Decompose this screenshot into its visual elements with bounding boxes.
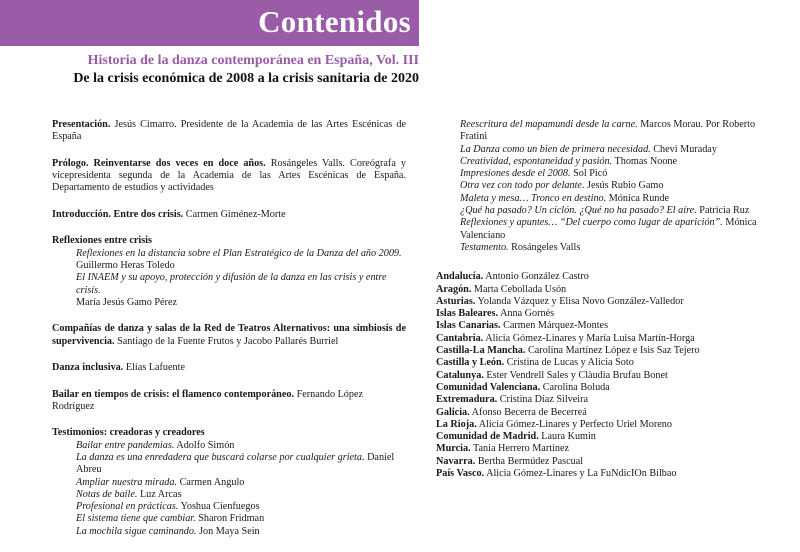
region-name: Aragón.	[436, 283, 472, 295]
item-author: Chevi Muraday	[653, 143, 717, 155]
region-name: Islas Canarias.	[436, 320, 501, 332]
entry-heading: Danza inclusiva.	[52, 362, 124, 374]
region-name: Comunidad Valenciana.	[436, 381, 541, 393]
entry-heading: Compañías de danza y salas de la Red de Teatros Alternativos: una simbiosis de supervivencia.	[52, 323, 406, 347]
list-item	[436, 119, 776, 144]
item-author: Jesús Rubio Gamo	[587, 180, 664, 192]
item-title: La danza es una enredadera que buscará colarse por cualquier grieta.	[76, 451, 365, 463]
item-title: Otra vez con todo por delante.	[460, 180, 585, 192]
item-author: Adolfo Simón	[176, 439, 235, 451]
item-author: Daniel Abreu	[76, 451, 395, 476]
region-author: Cristina de Lucas y Alicia Soto	[506, 357, 634, 369]
item-author: Jon Maya Sein	[199, 525, 260, 537]
section-heading: Testimonios: creadoras y creadores	[52, 427, 205, 439]
entry-heading: Introducción. Entre dos crisis.	[52, 208, 184, 220]
item-author: Yoshua Cienfuegos	[180, 501, 260, 513]
region-author: Carmen Márquez-Montes	[503, 320, 609, 332]
toc-right-column	[436, 119, 776, 480]
item-author: Mónica Runde	[608, 192, 670, 204]
list-item	[52, 489, 406, 501]
item-title: Reescritura del mapamundi desde la carne.	[460, 119, 638, 130]
region-author: Alicia Gómez-Linares y María Luisa Martín-Horga	[485, 332, 695, 344]
item-title: El sistema tiene que cambiar.	[76, 513, 196, 525]
item-title: Reflexiones en la distancia sobre el Plan Estratégico de la Danza del año 2009.	[76, 247, 402, 259]
item-title: Notas de baile.	[76, 488, 138, 500]
entry-author: Fernando López Rodríguez	[52, 388, 364, 412]
region-name: Castilla-La Mancha.	[436, 345, 526, 357]
list-item	[436, 443, 776, 455]
list-item	[436, 394, 776, 406]
list-item	[436, 468, 776, 480]
entry-author: Jesús Cimarro. Presidente de la Academia de las Artes Escénicas de España	[52, 119, 407, 143]
region-name: Islas Baleares.	[436, 308, 499, 320]
item-title: Reflexiones y apuntes… “Del cuerpo como lugar de aparición”.	[460, 217, 723, 229]
region-author: Bertha Bermúdez Pascual	[477, 455, 584, 467]
item-title: Bailar entre pandemias.	[76, 439, 175, 451]
entry-author: Santiago de la Fuente Frutos y Jacobo Pallarés Burriel	[117, 335, 339, 347]
entry-author: Rosángeles Valls. Coreógrafa y vicepresidenta segunda de la Academia de las Artes Escénicas de España. Departamento de estudios y actividades	[52, 157, 406, 194]
title-banner	[0, 0, 419, 46]
region-name: Andalucía.	[436, 271, 484, 283]
testimonios-continued	[436, 119, 776, 254]
item-author: Rosángeles Valls	[511, 241, 581, 253]
region-author: Marta Cebollada Usón	[473, 283, 567, 295]
item-title: La mochila sigue caminando.	[76, 525, 197, 537]
entry-heading: Presentación.	[52, 119, 111, 130]
item-author: Sharon Fridman	[198, 513, 265, 525]
region-name: Comunidad de Madrid.	[436, 431, 539, 443]
toc-entry-flamenco	[52, 389, 406, 414]
region-name: La Rioja.	[436, 418, 477, 430]
toc-entry-presentacion	[52, 119, 406, 144]
list-item	[436, 242, 776, 254]
region-name: Murcia.	[436, 443, 471, 455]
list-item	[52, 526, 406, 538]
item-title: Impresiones desde el 2008.	[460, 168, 571, 180]
region-author: Alicia Gómez-Linares y Perfecto Uriel Moreno	[478, 418, 672, 430]
list-item	[436, 407, 776, 419]
toc-entry-companias	[52, 323, 406, 348]
region-name: Extremadura.	[436, 394, 498, 406]
region-author: Carolina Boluda	[542, 381, 610, 393]
list-item	[436, 320, 776, 332]
list-item	[436, 180, 776, 192]
region-author: Ester Vendrell Sales y Clàudia Brufau Bonet	[486, 369, 668, 381]
item-title: Ampliar nuestra mirada.	[76, 476, 178, 488]
item-title: La Danza como un bien de primera necesidad.	[460, 143, 651, 155]
section-heading: Reflexiones entre crisis	[52, 235, 152, 247]
list-item	[436, 333, 776, 345]
region-name: Asturias.	[436, 295, 476, 307]
list-item	[436, 144, 776, 156]
item-title: Testamento.	[460, 241, 509, 253]
regions-list	[436, 271, 776, 480]
region-name: País Vasco.	[436, 468, 485, 480]
list-item	[436, 345, 776, 357]
book-subtitle: De la crisis económica de 2008 a la crisis sanitaria de 2020	[73, 71, 419, 86]
list-item	[436, 382, 776, 394]
region-name: Castilla y León.	[436, 357, 505, 369]
region-author: Carolina Martínez López e Isis Saz Tejero	[527, 345, 700, 357]
region-author: Alicia Gómez-Linares y La FuNdicIOn Bilbao	[486, 468, 677, 480]
region-author: Laura Kumin	[541, 431, 596, 443]
list-item	[436, 193, 776, 205]
item-title: ¿Qué ha pasado? Un ciclón. ¿Qué no ha pasado? El aire.	[460, 205, 697, 217]
toc-entry-prologo	[52, 158, 406, 195]
list-item	[52, 513, 406, 525]
list-item	[436, 419, 776, 431]
item-author: Marcos Morau. Por Roberto Fratini	[460, 119, 756, 143]
entry-heading: Prólogo. Reinventarse dos veces en doce años.	[52, 157, 266, 169]
list-item	[436, 156, 776, 168]
list-item	[52, 248, 406, 273]
region-name: Cantabria.	[436, 332, 484, 344]
region-author: Anna Gornés	[500, 308, 555, 320]
toc-section-testimonios	[52, 427, 406, 538]
region-author: Antonio González Castro	[485, 271, 589, 283]
list-item	[436, 205, 776, 217]
item-title: Profesional en prácticas.	[76, 501, 179, 513]
item-author: Carmen Angulo	[179, 476, 245, 488]
item-title: Maleta y mesa… Tronco en destino.	[460, 192, 607, 204]
item-author: Mónica Valenciano	[460, 217, 757, 241]
list-item	[52, 477, 406, 489]
item-title: Creatividad, espontaneidad y pasión.	[460, 155, 613, 167]
page-title: Contenidos	[258, 4, 411, 39]
list-item	[436, 296, 776, 308]
list-item	[52, 452, 406, 477]
list-item	[52, 501, 406, 513]
toc-section-reflexiones	[52, 235, 406, 309]
item-author: María Jesús Gamo Pérez	[76, 296, 177, 308]
region-name: Galicia.	[436, 406, 470, 418]
list-item	[436, 357, 776, 369]
toc-entry-inclusiva	[52, 362, 406, 374]
item-title: El INAEM y su apoyo, protección y difusión de la danza en las crisis y entre crisis.	[76, 272, 387, 296]
region-author: Afonso Becerra de Becerreá	[471, 406, 587, 418]
region-author: Yolanda Vázquez y Elisa Novo González-Valledor	[477, 295, 684, 307]
entry-author: Carmen Giménez-Morte	[185, 208, 286, 220]
list-item	[436, 308, 776, 320]
region-name: Catalunya.	[436, 369, 484, 381]
entry-author: Elías Lafuente	[125, 362, 185, 374]
toc-entry-introduccion	[52, 209, 406, 221]
list-item	[436, 370, 776, 382]
list-item	[52, 440, 406, 452]
entry-heading: Bailar en tiempos de crisis: el flamenco contemporáneo.	[52, 388, 295, 400]
region-name: Navarra.	[436, 455, 476, 467]
list-item	[436, 168, 776, 180]
region-author: Cristina Díaz Silveira	[499, 394, 589, 406]
region-author: Tania Herrero Martínez	[473, 443, 570, 455]
list-item	[436, 456, 776, 468]
book-title: Historia de la danza contemporánea en España, Vol. III	[87, 53, 419, 68]
item-author: Sol Picó	[573, 168, 608, 180]
toc-left-column	[52, 119, 406, 552]
list-item	[436, 431, 776, 443]
list-item	[52, 272, 406, 309]
list-item	[436, 271, 776, 283]
list-item	[436, 217, 776, 242]
item-author: Luz Arcas	[139, 488, 182, 500]
list-item	[436, 284, 776, 296]
item-author: Thomas Noone	[614, 155, 678, 167]
item-author: Patricia Ruz	[699, 205, 750, 217]
item-author: Guillermo Heras Toledo	[76, 259, 175, 271]
